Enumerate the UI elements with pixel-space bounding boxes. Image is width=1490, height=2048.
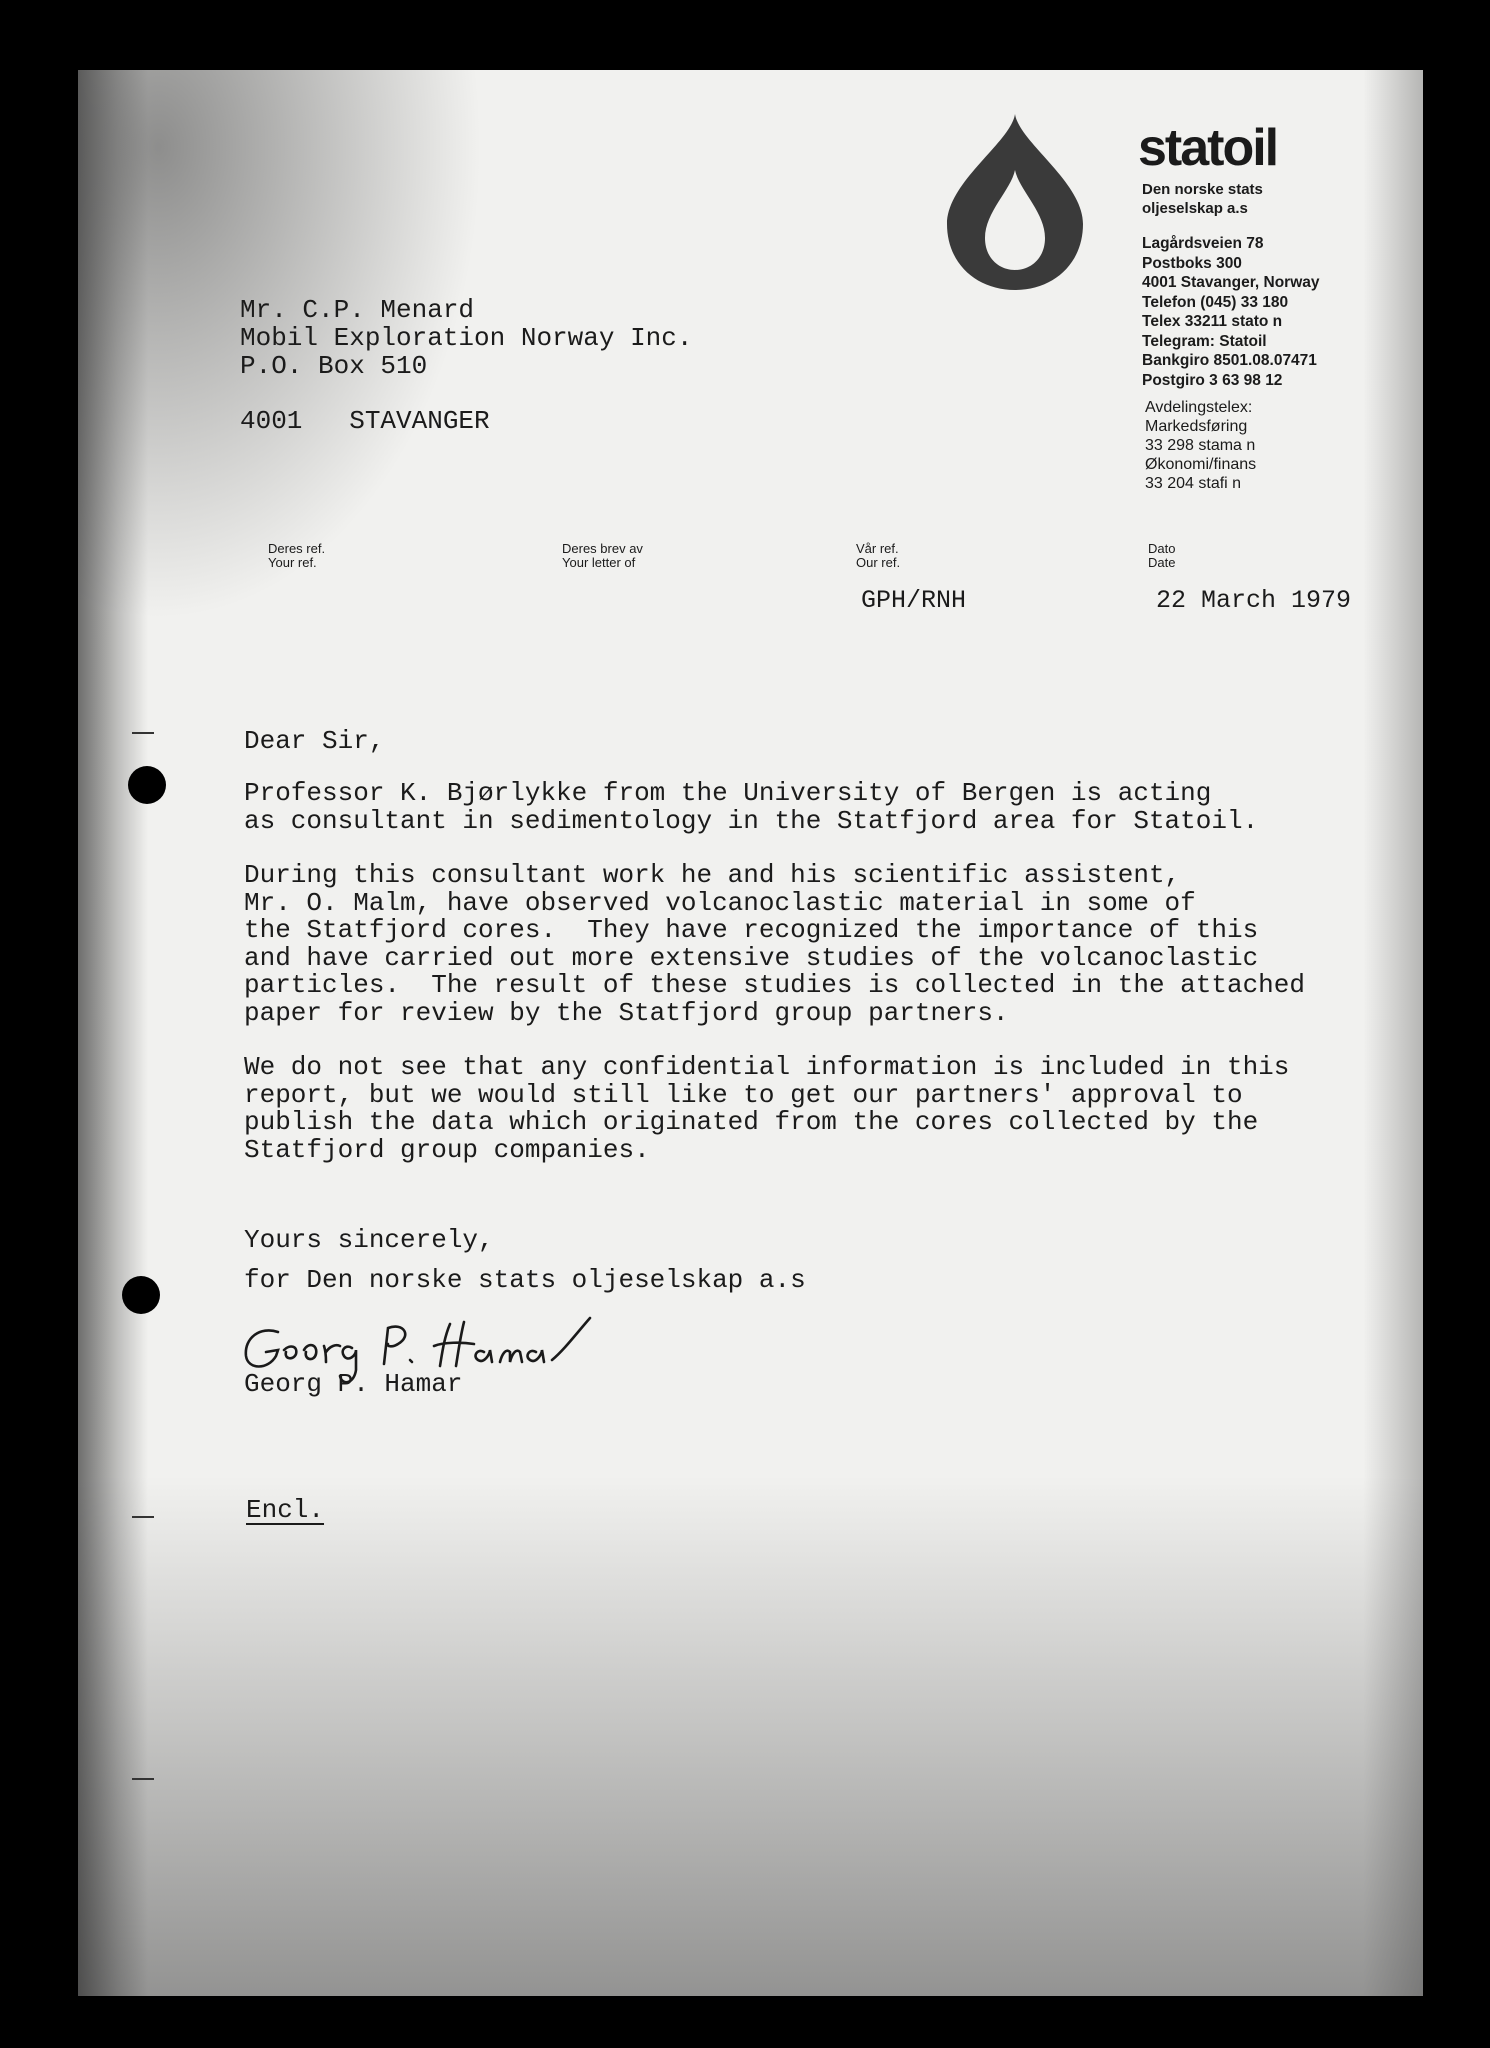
recipient-address bbox=[240, 296, 692, 380]
recipient-line: Mr. C.P. Menard bbox=[240, 295, 475, 325]
paragraph-3 bbox=[244, 1054, 1289, 1164]
body-line: and have carried out more extensive studies of the volcanoclastic bbox=[244, 942, 1259, 973]
punch-hole-top bbox=[128, 766, 166, 804]
margin-tick bbox=[132, 732, 154, 734]
contact-line: 4001 Stavanger, Norway bbox=[1142, 274, 1320, 291]
contact-line: Telefon (045) 33 180 bbox=[1142, 293, 1289, 311]
dept-line: 33 298 stama n bbox=[1145, 437, 1256, 454]
company-line: oljeselskap a.s bbox=[1142, 200, 1248, 217]
body-line: paper for review by the Statfjord group partners. bbox=[244, 997, 1009, 1028]
label-line: Dato bbox=[1148, 541, 1176, 556]
company-name bbox=[1142, 180, 1263, 218]
label-line: Vår ref. bbox=[856, 541, 899, 556]
body-line: publish the data which originated from the cores collected by the bbox=[244, 1107, 1259, 1137]
label-line: Our ref. bbox=[856, 555, 901, 570]
recipient-line: Mobil Exploration Norway Inc. bbox=[240, 323, 693, 353]
body-line: the Statfjord cores. They have recognized the importance of this bbox=[244, 915, 1259, 945]
paragraph-1 bbox=[244, 780, 1258, 835]
body-line: particles. The result of these studies is collected in the attached bbox=[244, 970, 1305, 1000]
label-line: Date bbox=[1148, 555, 1176, 570]
statoil-drop-logo-icon bbox=[945, 112, 1085, 292]
dept-line: Markedsføring bbox=[1145, 418, 1248, 435]
our-ref-value: GPH/RNH bbox=[861, 586, 967, 615]
signer-name: Georg P. Hamar bbox=[244, 1369, 463, 1399]
recipient-city: 4001 STAVANGER bbox=[240, 406, 490, 436]
closing-line: for Den norske stats oljeselskap a.s bbox=[244, 1265, 806, 1295]
margin-tick bbox=[132, 1778, 154, 1780]
body-line: We do not see that any confidential information is included in this bbox=[244, 1052, 1290, 1082]
label-line: Your ref. bbox=[268, 555, 317, 570]
dept-line: Avdelingstelex: bbox=[1145, 399, 1253, 416]
salutation bbox=[244, 728, 384, 756]
contact-line: Telex 33211 stato n bbox=[1142, 313, 1283, 330]
body-line: report, but we would still like to get our partners' approval to bbox=[244, 1079, 1243, 1110]
dept-line: 33 204 stafi n bbox=[1145, 475, 1242, 492]
department-telex-block bbox=[1145, 398, 1256, 493]
contact-line: Postgiro 3 63 98 12 bbox=[1142, 371, 1283, 389]
company-line: Den norske stats bbox=[1142, 181, 1263, 198]
margin-tick bbox=[132, 1516, 154, 1518]
paragraph-2 bbox=[244, 862, 1305, 1027]
enclosure-note: Encl. bbox=[246, 1495, 325, 1525]
label-line: Deres ref. bbox=[268, 541, 326, 556]
contact-line: Postboks 300 bbox=[1142, 254, 1242, 272]
label-line: Deres brev av bbox=[562, 541, 643, 556]
date-label bbox=[1148, 542, 1175, 570]
body-line: Professor K. Bjørlykke from the University of Bergen is acting bbox=[244, 778, 1212, 808]
our-ref-label bbox=[856, 542, 900, 570]
brand-name: statoil bbox=[1138, 119, 1278, 177]
body-line: Statfjord group companies. bbox=[244, 1134, 650, 1165]
body-line: During this consultant work he and his scientific assistent, bbox=[244, 860, 1181, 890]
punch-hole-bottom bbox=[122, 1276, 160, 1314]
body-line: Mr. O. Malm, have observed volcanoclastic material in some of bbox=[244, 887, 1196, 918]
date-value: 22 March 1979 bbox=[1156, 586, 1352, 615]
closing bbox=[244, 1220, 806, 1300]
dept-line: Økonomi/finans bbox=[1145, 456, 1257, 473]
contact-block bbox=[1142, 234, 1320, 390]
contact-line: Bankgiro 8501.08.07471 bbox=[1142, 352, 1317, 369]
salutation-text: Dear Sir, bbox=[244, 726, 385, 756]
closing-line: Yours sincerely, bbox=[244, 1225, 494, 1255]
recipient-line: P.O. Box 510 bbox=[240, 351, 428, 381]
your-letter-label bbox=[562, 542, 643, 570]
contact-line: Lagårdsveien 78 bbox=[1142, 235, 1264, 252]
your-ref-label bbox=[268, 542, 325, 570]
label-line: Your letter of bbox=[562, 555, 636, 570]
body-line: as consultant in sedimentology in the Statfjord area for Statoil. bbox=[244, 805, 1259, 836]
contact-line: Telegram: Statoil bbox=[1142, 332, 1267, 350]
